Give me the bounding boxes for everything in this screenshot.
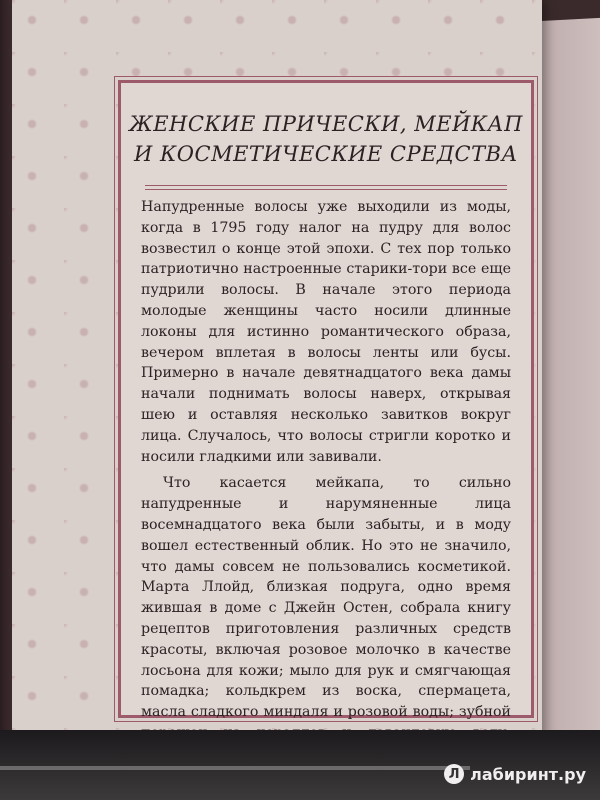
paragraph-2: Что касается мейкапа, то сильно напудренные и нарумяненные лица восемнадцатого века были забыты, и в моду вошел естественный облик. Но это не значило, что дамы совсем не пользовались косметикой. Марта Ллойд, близкая подруга, одно время жившая в доме с Джейн Остен, собрала книгу рецептов приготовления различных средств красоты, включая розовое молочко в качестве лосьона для кожи; мыло для рук и смягчающая помадка; кольдкрем из воска, спермацета, масла сладкого миндаля и розовой воды; зубной [141,475,511,721]
title-divider [145,185,507,186]
title-line-2: И КОСМЕТИЧЕСКИЕ СРЕДСТВА [134,142,518,166]
device-edge-highlight [0,766,470,770]
title-line-1: ЖЕНСКИЕ ПРИЧЕСКИ, МЕЙКАП [129,112,523,136]
book-page [12,0,542,760]
watermark [444,764,586,784]
text-frame [118,80,534,721]
body-text [141,197,511,785]
section-title [121,109,531,169]
paragraph-1: Напудренные волосы уже выходили из моды, когда в 1795 году налог на пудру для волос возвестил о конце этой эпохи. С тех пор только патриотично настроенные старики-тори все еще пудрили волосы. В начале этого периода молодые женщины часто носили длинные локоны для истинно романтического образа, вечером вплетая в волосы ленты или бусы. Примерно в начале девятнадцатого века дамы начали поднимать волосы наверх, открывая шею и оставляя несколько завитков вокруг лица. Случалось, что волосы стригли коротко и носили гладкими или завивали. [141,199,511,465]
watermark-text: лабиринт.ру [470,764,586,784]
title-divider-2 [145,189,507,190]
labirint-logo-icon: Л [444,764,464,784]
